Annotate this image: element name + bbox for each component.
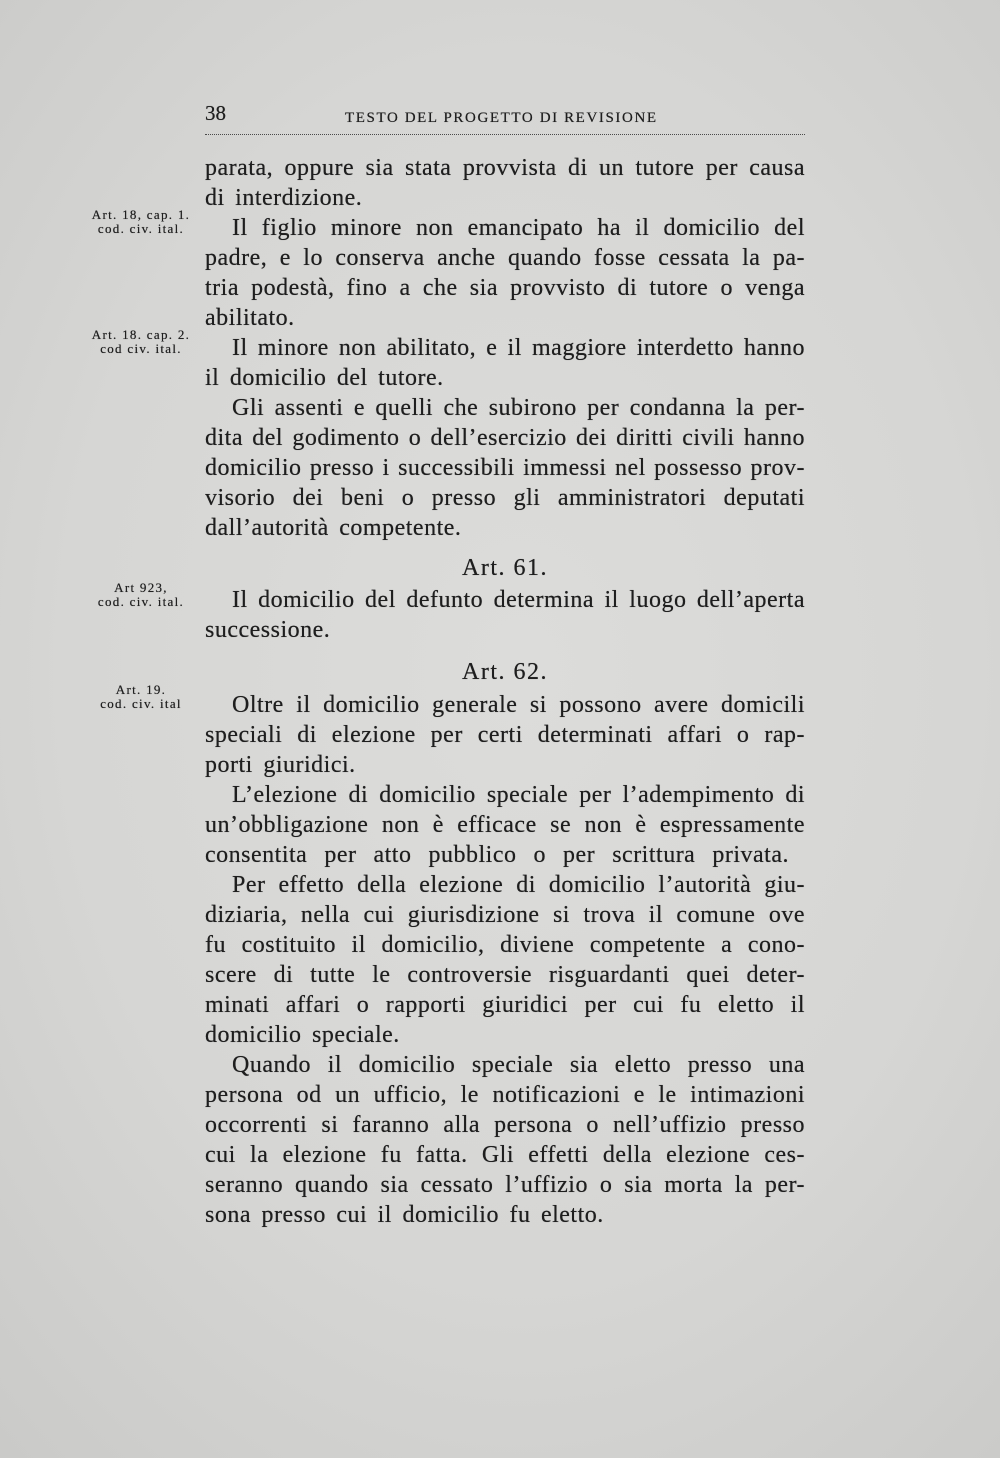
margin-note [84,581,198,609]
margin-note-code: cod civ. ital. [100,341,182,356]
running-title: TESTO DEL PROGETTO DI REVISIONE [345,110,658,126]
text-line: abilitato. [205,305,295,331]
text-line: porti giuridici. [205,752,356,778]
paragraph [205,393,805,543]
margin-note [84,208,198,236]
text-line: domicilio presso i successibili immessi nel possesso prov- [205,455,805,481]
text-line: fu costituito il domicilio, diviene competente a cono- [205,932,805,958]
paragraph [205,780,805,870]
text-line: un’obbligazione non è efficace se non è espressamente [205,812,805,838]
text-line: padre, e lo conserva anche quando fosse cessata la pa- [205,245,805,271]
margin-note [84,328,198,356]
article-heading: Art. 61. [462,555,548,581]
margin-note-reference: Art. 18. cap. 2. [91,327,191,342]
text-line: sona presso cui il domicilio fu eletto. [205,1202,604,1228]
text-line: di interdizione. [205,185,363,211]
paragraph [205,585,805,645]
text-line: il domicilio del tutore. [205,365,444,391]
text-line: dall’autorità competente. [205,515,462,541]
text-line: parata, oppure sia stata provvista di un tutore per causa [205,155,805,181]
body-text [205,153,805,1230]
text-line: seranno quando sia cessato l’uffizio o sia morta la per- [205,1172,805,1198]
paragraph [205,870,805,1050]
text-line: minati affari o rapporti giuridici per cui fu eletto il [205,992,805,1018]
text-line: dita del godimento o dell’esercizio dei diritti civili hanno [205,425,805,451]
text-line: domicilio speciale. [205,1022,400,1048]
page-number: 38 [205,101,226,125]
paragraph [205,690,805,780]
margin-note-code: cod. civ. ital. [97,594,185,609]
paragraph [205,333,805,393]
text-line: scere di tutte le controversie risguardanti quei deter- [205,962,805,988]
text-line: L’elezione di domicilio speciale per l’adempimento di [232,782,805,808]
text-line: cui la elezione fu fatta. Gli effetti della elezione ces- [205,1142,805,1168]
margin-note-code: cod. civ. ital. [97,221,185,236]
text-line: visorio dei beni o presso gli amministratori deputati [205,485,805,511]
margin-note-reference: Art 923, [114,580,168,595]
paragraph [205,153,805,213]
text-line: Per effetto della elezione di domicilio l’autorità giu- [232,872,805,898]
header-rule [205,134,805,135]
text-line: Il minore non abilitato, e il maggiore interdetto hanno [232,335,805,361]
text-line: Il figlio minore non emancipato ha il domicilio del [232,215,805,241]
text-line: Quando il domicilio speciale sia eletto presso una [232,1052,805,1078]
margin-note-code: cod. civ. ital [100,696,182,711]
paragraph [205,1050,805,1230]
margin-note [84,683,198,711]
text-line: diziaria, nella cui giurisdizione si trova il comune ove [205,902,805,928]
text-line: Oltre il domicilio generale si possono avere domicili [232,692,805,718]
article-heading: Art. 62. [462,659,548,685]
text-line: successione. [205,617,331,643]
text-line: tria podestà, fino a che sia provvisto di tutore o venga [205,275,805,301]
text-line: speciali di elezione per certi determinati affari o rap- [205,722,805,748]
text-line: Il domicilio del defunto determina il luogo dell’aperta [232,587,805,613]
text-line: Gli assenti e quelli che subirono per condanna la per- [232,395,805,421]
margin-note-reference: Art. 18, cap. 1. [91,207,191,222]
paragraph [205,213,805,333]
text-line: consentita per atto pubblico o per scrittura privata. [205,842,789,868]
margin-note-reference: Art. 19. [115,682,167,697]
text-line: occorrenti si faranno alla persona o nell’uffizio presso [205,1112,805,1138]
text-line: persona od un ufficio, le notificazioni e le intimazioni [205,1082,805,1108]
